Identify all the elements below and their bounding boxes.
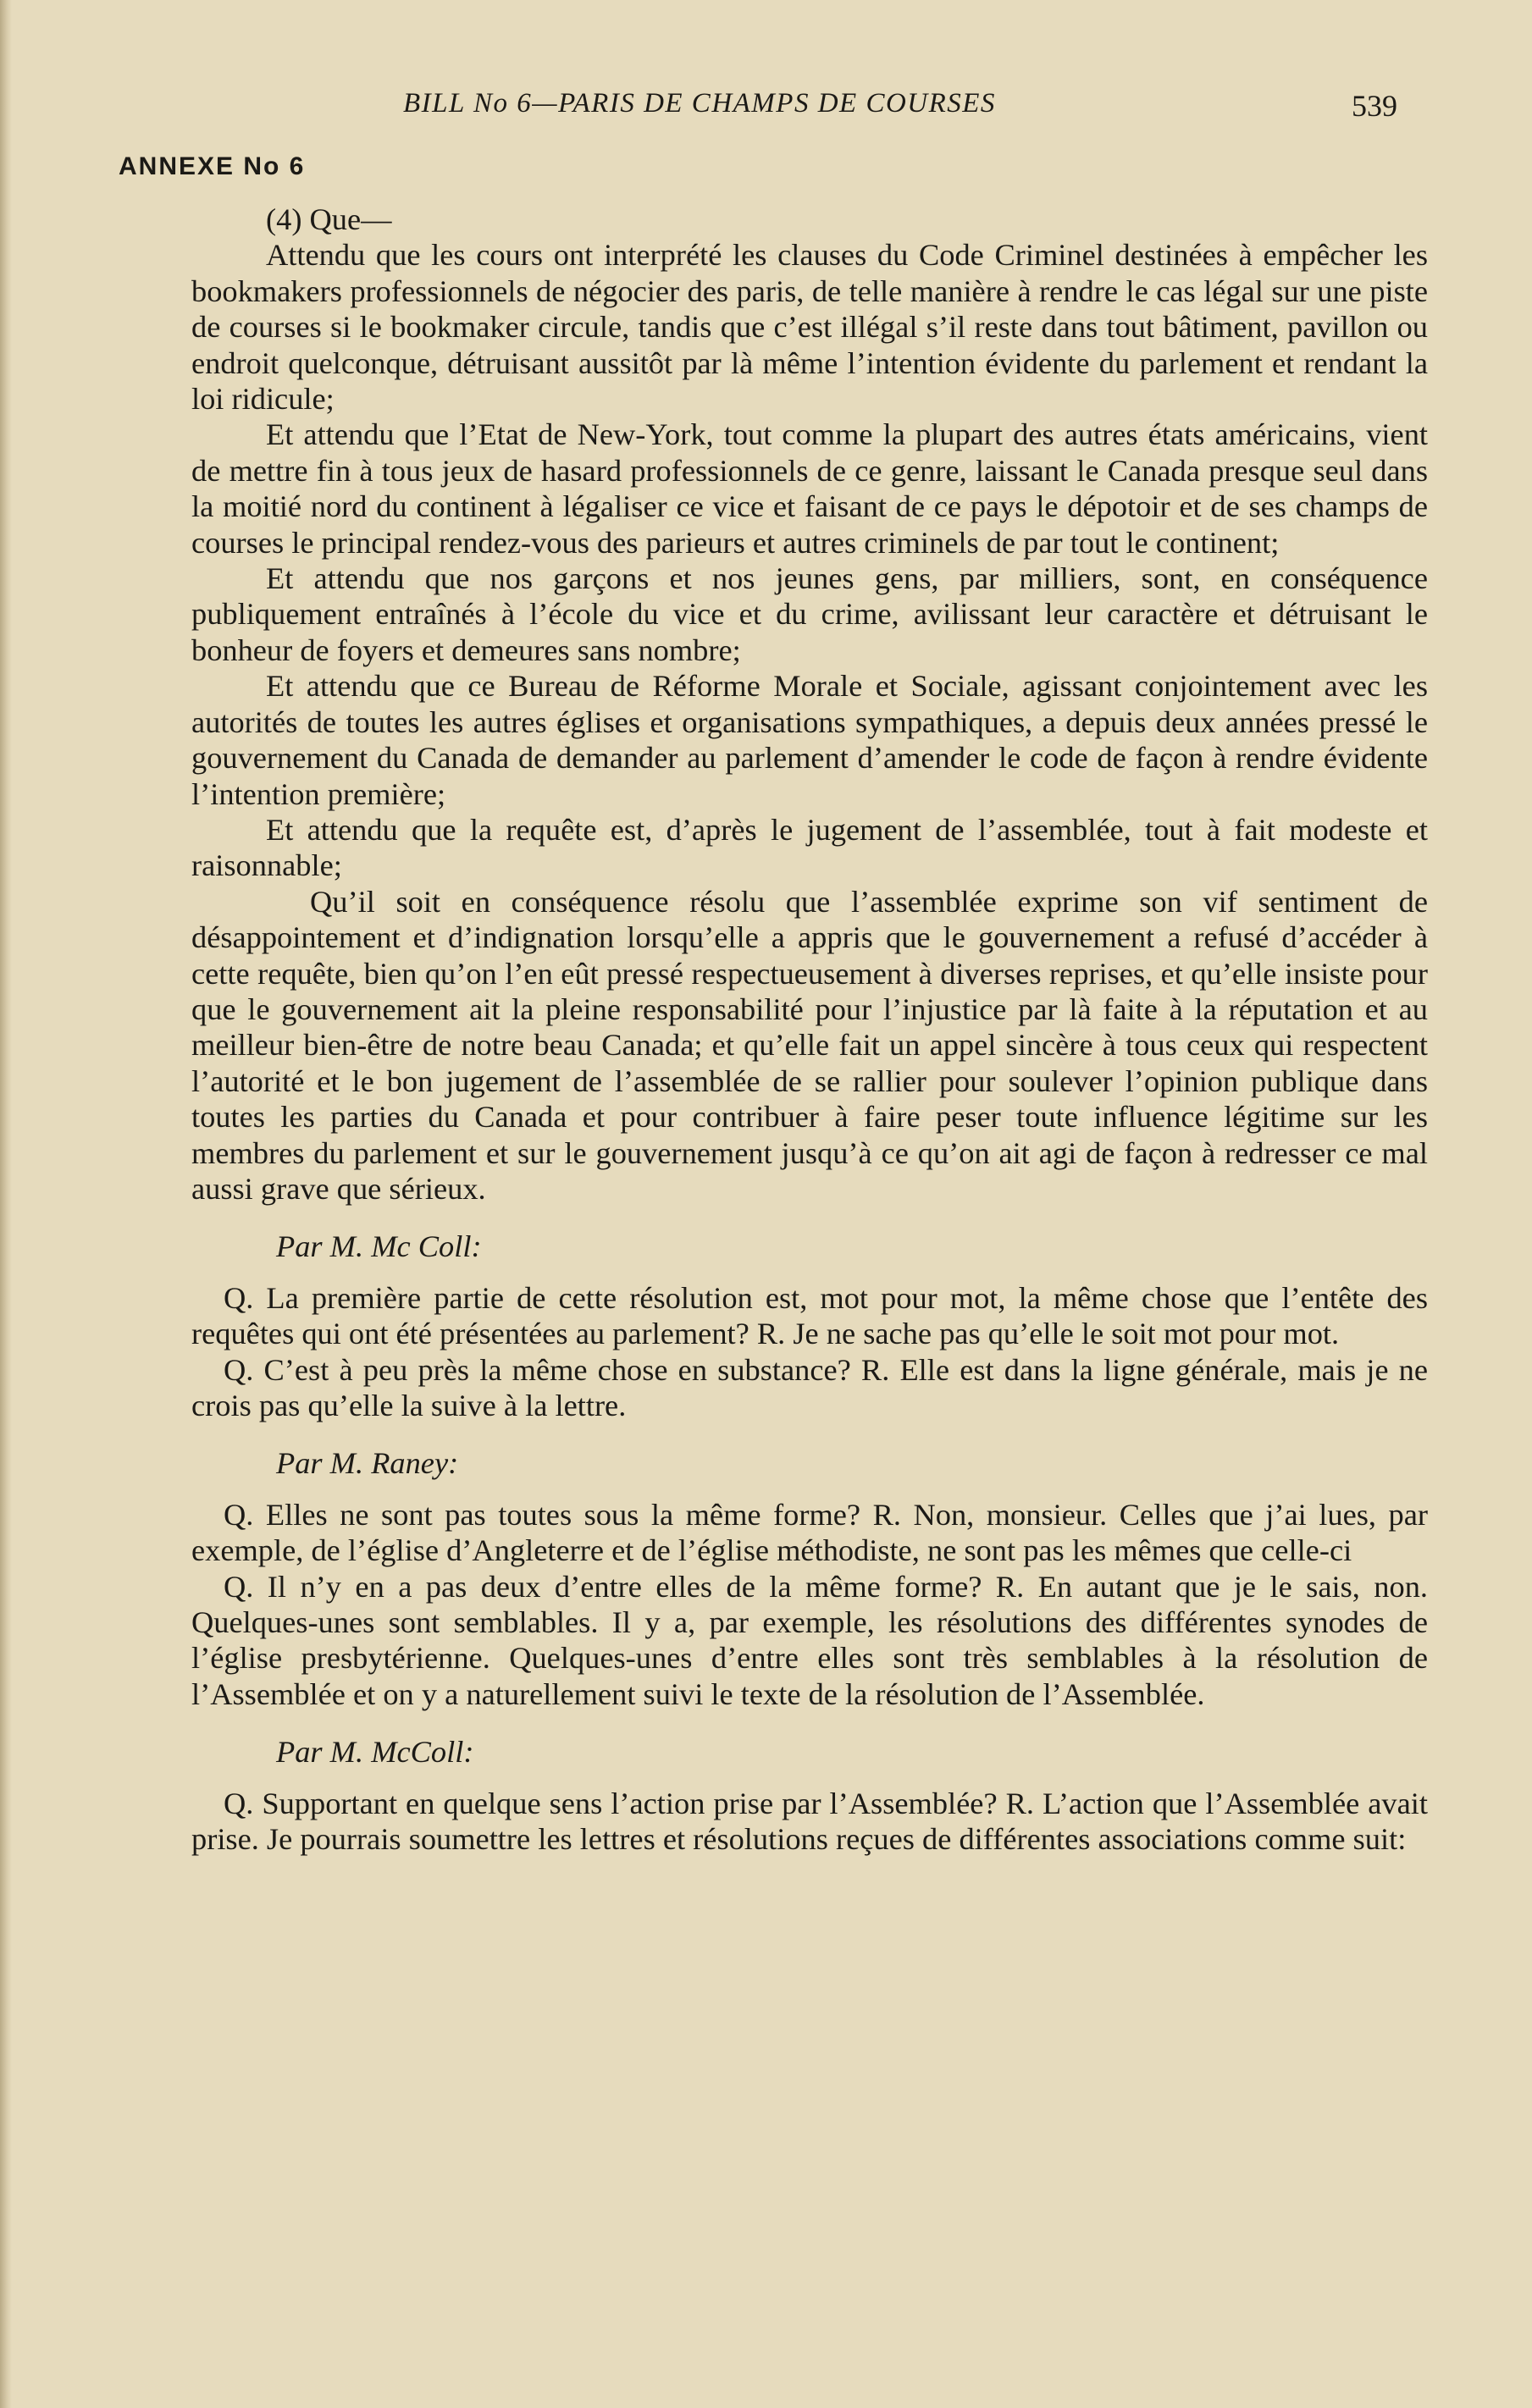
whereas-paragraph: Et attendu que nos garçons et nos jeunes gens, par milliers, sont, en conséquence publiquement entraînés à l’école du vice et du crime, avilissant leur caractère et détruisant le bonheur de foyers et demeures sans nombre; <box>191 561 1428 667</box>
whereas-paragraph: Et attendu que la requête est, d’après le jugement de l’assemblée, tout à fait modeste et raisonnable; <box>191 812 1428 883</box>
whereas-paragraph: Attendu que les cours ont interprété les clauses du Code Criminel destinées à empêcher les bookmakers professionnels de négocier des paris, de telle manière à rendre le cas légal sur une piste de courses si le bookmaker circule, tandis que c’est illégal s’il reste dans tout bâtiment, pavillon ou endroit quelconque, détruisant aussitôt par là même l’intention évidente du parlement et rendant la loi ridicule; <box>191 238 1428 417</box>
question-answer: Q. Supportant en quelque sens l’action prise par l’Assemblée? R. L’action que l’Assemblée avait prise. Je pourrais soumettre les lettres et résolutions reçues de différentes associations comme suit: <box>191 1786 1428 1857</box>
annex-label: ANNEXE No 6 <box>119 152 306 180</box>
binding-edge <box>0 0 12 2408</box>
question-answer: Q. Elles ne sont pas toutes sous la même forme? R. Non, monsieur. Celles que j’ai lues, par exemple, de l’église d’Angleterre et de l’église méthodiste, ne sont pas les mêmes que celle-ci <box>191 1497 1428 1568</box>
running-title: BILL No 6—PARIS DE CHAMPS DE COURSES <box>403 88 996 119</box>
item-number: (4) Que— <box>266 202 392 236</box>
resolution-paragraph: Qu’il soit en conséquence résolu que l’assemblée exprime son vif sentiment de désappointement et d’indignation lorsqu’elle a appris que le gouvernement a refusé d’accéder à cette requête, bien qu’on l’en eût pressé respectueusement à diverses reprises, et qu’elle insiste pour que le gouvernement ait la pleine responsabilité pour l’injustice par là faite à la réputation et au meilleur bien-être de notre beau Canada; et qu’elle fait un appel sincère à tous ceux qui respectent l’autorité et le bon jugement de l’assemblée de se rallier pour soulever l’opinion publique dans toutes les parties du Canada et pour contribuer à faire peser toute influence légitime sur les membres du parlement et sur le gouvernement jusqu’à ce qu’on ait agi de façon à redresser ce mal aussi grave que sérieux. <box>191 884 1428 1206</box>
question-answer: Q. Il n’y en a pas deux d’entre elles de la même forme? R. En autant que je le sais, non. Quelques-unes sont semblables. Il y a, par exemple, les résolutions des différentes synodes de l’église presbytérienne. Quelques-unes d’entre elles sont très semblables à la résolution de l’Assemblée et on y a naturellement suivi le texte de la résolution de l’Assemblée. <box>191 1569 1428 1711</box>
question-answer: Q. C’est à peu près la même chose en substance? R. Elle est dans la ligne générale, mais je ne crois pas qu’elle la suive à la lettre. <box>191 1352 1428 1422</box>
page-header <box>0 88 1532 130</box>
whereas-paragraph: Et attendu que l’Etat de New-York, tout comme la plupart des autres états américains, vient de mettre fin à tous jeux de hasard professionnels de ce genre, laissant le Canada presque seul dans la moitié nord du continent à légaliser ce vice et faisant de ce pays le dépotoir et de ses champs de courses le principal rendez-vous des parieurs et autres criminels de par tout le continent; <box>191 417 1428 560</box>
body-text <box>191 202 1428 1857</box>
page-number: 539 <box>1352 89 1397 123</box>
speaker-heading: Par M. McColl: <box>276 1735 474 1770</box>
speaker-heading: Par M. Raney: <box>276 1446 459 1481</box>
whereas-paragraph: Et attendu que ce Bureau de Réforme Morale et Sociale, agissant conjointement avec les autorités de toutes les autres églises et organisations sympathiques, a depuis deux années pressé le gouvernement du Canada de demander au parlement d’amender le code de façon à rendre évidente l’intention première; <box>191 669 1428 811</box>
question-answer: Q. La première partie de cette résolution est, mot pour mot, la même chose que l’entête des requêtes qui ont été présentées au parlement? R. Je ne sache pas qu’elle le soit mot pour mot. <box>191 1280 1428 1351</box>
speaker-heading: Par M. Mc Coll: <box>276 1229 482 1264</box>
